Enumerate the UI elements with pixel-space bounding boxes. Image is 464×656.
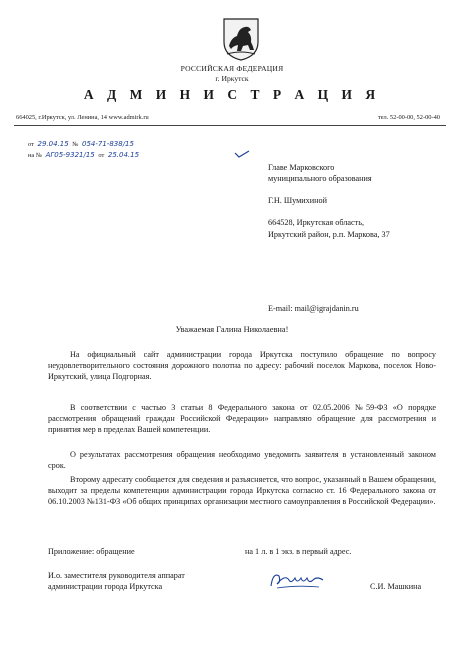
city-name: г. Иркутск (215, 74, 249, 83)
attachment-line (48, 547, 436, 556)
handwritten-signature (267, 568, 327, 592)
outgoing-date: 29.04.15 (37, 140, 69, 148)
registration-reply (28, 151, 141, 159)
addressee-address2: Иркутский район, р.п. Маркова, 37 (268, 230, 390, 239)
body-paragraph-4: Второму адресату сообщается для сведения и разъясняется, что вопрос, указанный в Вашем обращении, выходит за пределы компетенции администрации города Иркутска согласно ст. 16 Федерального закона от 06.10.2003 №131-ФЗ «Об общих принципах организации местного самоуправления в Российской Федерации». (48, 475, 436, 506)
country-name: РОССИЙСКАЯ ФЕДЕРАЦИЯ (180, 64, 284, 73)
signer-name: С.И. Машкина (370, 582, 422, 591)
attachment-detail: на 1 л. в 1 экз. в первый адрес. (245, 547, 352, 556)
in-reply-label: на № (28, 152, 42, 159)
in-reply-number: АГ05-9321/15 (45, 151, 95, 159)
registration-outgoing (28, 140, 136, 148)
body-paragraph-2: В соответствии с частью 3 статьи 8 Федерального закона от 02.05.2006 №59-ФЗ «О порядке рассмотрения обращений граждан Российской Федерации» направляю обращение для рассмотрения и принятия мер в пределах Вашей компетенции. (48, 403, 436, 434)
check-mark-icon (234, 149, 250, 159)
page-title: А Д М И Н И С Т Р А Ц И Я (83, 87, 381, 102)
outgoing-number: 054-71-838/15 (82, 140, 134, 148)
body-paragraph-1: На официальный сайт администрации города Иркутска поступило обращение по вопросу неудовлетворительного состояния дорожного полотна по адресу: рабочий поселок Маркова, поселок Ново-Иркутский, улица Подгорная. (48, 350, 436, 381)
irkutsk-coat-of-arms-icon (221, 16, 261, 62)
greeting: Уважаемая Галина Николаевна! (175, 325, 289, 334)
body-paragraph-3: О результатах рассмотрения обращения необходимо уведомить заявителя в установленный законом срок. (48, 450, 436, 470)
phone-line: тел. 52-00-00, 52-00-40 (377, 114, 440, 121)
in-reply-date: 25.04.15 (107, 151, 140, 159)
addressee-address1: 664528, Иркутская область, (268, 218, 364, 227)
signatory-position-1: И.о. заместителя руководителя аппарат (48, 571, 185, 580)
addressee-email: E-mail: mail@igrajdanin.ru (268, 304, 359, 313)
number-label: № (72, 141, 79, 148)
address-line: 664025, г.Иркутск, ул. Ленина, 14 www.admirk.ru (16, 114, 149, 121)
header-divider (14, 125, 446, 126)
addressee-line1: Главе Марковского (268, 163, 335, 172)
addressee-name: Г.Н. Шумихиной (268, 196, 328, 205)
addressee-line2: муниципального образования (268, 174, 372, 183)
signatory-position-2: администрации города Иркутска (48, 582, 163, 591)
attachment-label: Приложение: обращение (48, 547, 135, 556)
in-reply-from-label: от (98, 152, 105, 159)
from-label: от (28, 141, 34, 148)
